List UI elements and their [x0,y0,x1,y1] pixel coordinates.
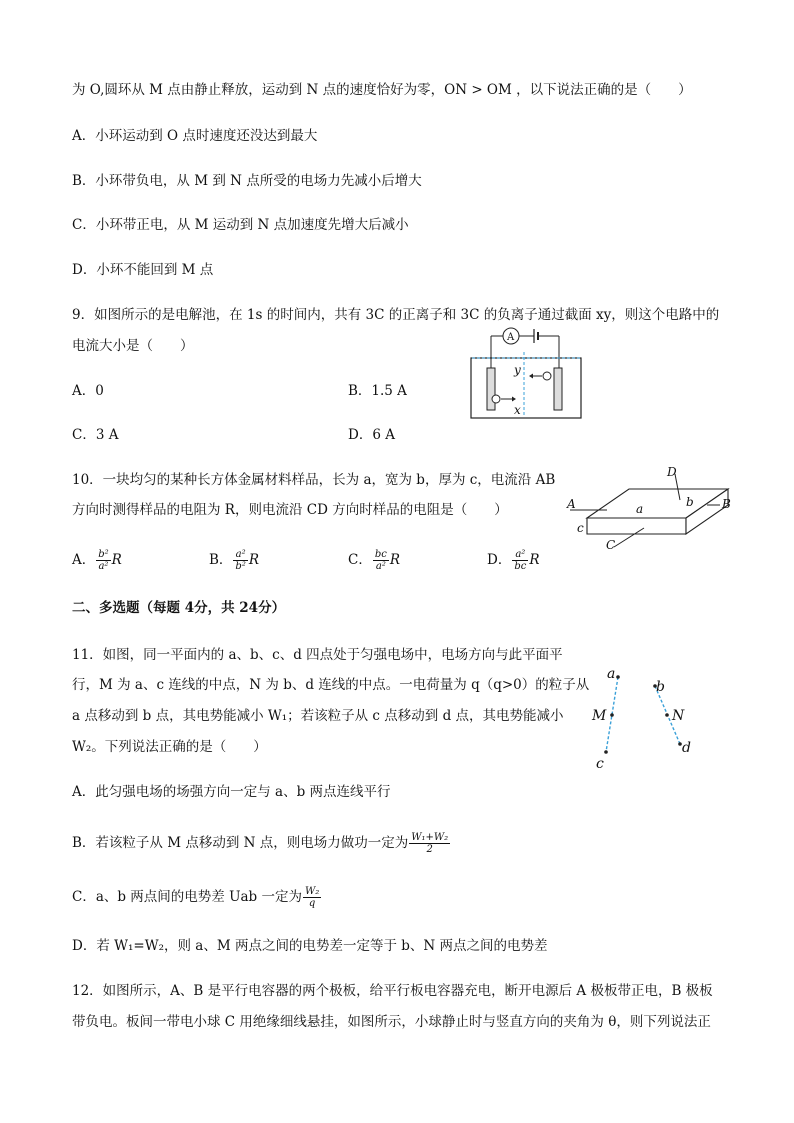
label-c: c [577,521,584,535]
left-electrode [487,368,495,410]
q11-stem-line2: 行，M 为 a、c 连线的中点，N 为 b、d 连线的中点。一电荷量为 q（q>0）的粒子从 [72,677,590,693]
q10-option-c-fraction [373,549,389,572]
q11-option-b [72,832,451,855]
right-electrode [554,368,562,410]
q10-option-b-prefix: B． [209,552,233,568]
q10-stem-line1: 10．一块均匀的某种长方体金属材料样品，长为 a，宽为 b，厚为 c，电流沿 AB [72,472,556,488]
q11-option-b-fraction [409,832,450,855]
q10-option-d [487,549,540,572]
q10-option-d-suffix: R [529,552,540,568]
label-B: B [722,497,731,511]
q10-option-b-fraction [233,549,247,572]
q10-option-c-prefix: C． [348,552,372,568]
q12-stem-line1: 12．如图所示，A、B 是平行电容器的两个极板，给平行板电容器充电，断开电源后 A 极板带正电，B 极板 [72,983,713,999]
label-C: C [606,538,616,552]
electrolytic-cell-figure [466,326,586,422]
q11-option-b-num: W₁+W₂ [411,832,449,843]
q10-option-b-num: a² [233,549,247,561]
q9-option-c: C．3 A [72,427,119,443]
q8-stem: 为 O,圆环从 M 点由静止释放，运动到 N 点的速度恰好为零，ON > OM ，以下说法正确的是（ ） [72,82,692,98]
label-a: a [636,502,644,516]
label-c-point: c [596,756,604,772]
section-title: 二、多选题（每题 4分，共 24分） [72,600,286,616]
points-figure [588,664,698,770]
q9-option-d: D．6 A [348,427,395,443]
q10-option-a-num: b² [98,549,109,560]
cuboid-figure [562,462,742,552]
q10-option-c-den: a² [375,561,386,572]
q11-stem-line3: a 点移动到 b 点，其电势能减小 W₁；若该粒子从 c 点移动到 d 点，其电势能减小 [72,708,564,724]
q11-option-c-den: q [308,898,316,909]
q11-option-c-fraction [303,886,321,909]
label-A: A [567,497,576,511]
q10-option-a-prefix: A． [72,552,96,568]
q9-stem-line2: 电流大小是（ ） [72,338,194,354]
q10-option-d-prefix: D． [487,552,512,568]
q12-stem-line2: 带负电。板间一带电小球 C 用绝缘细线悬挂，如图所示，小球静止时与竖直方向的夹角为 θ，则下列说法正 [72,1014,711,1030]
label-b-point: b [656,679,665,695]
q10-option-c-suffix: R [389,552,401,568]
q10-option-b-den: b² [235,561,246,572]
q10-option-a-suffix: R [111,552,122,568]
q8-option-c: C．小环带正电，从 M 运动到 N 点加速度先增大后减小 [72,217,409,233]
point-c [604,750,608,754]
point-N [665,713,669,717]
q10-option-d-fraction [512,549,528,572]
label-N-point: N [672,708,685,724]
label-b: b [686,495,694,509]
negative-ion-icon [543,372,551,380]
q8-option-b: B．小环带负电，从 M 到 N 点所受的电场力先减小后增大 [72,173,422,189]
q9-stem-line1: 9．如图所示的是电解池，在 1s 的时间内，共有 3C 的正离子和 3C 的负离子通过截面 xy，则这个电路中的 [72,307,720,323]
q11-option-c [72,886,322,909]
q10-option-b [209,549,259,572]
q11-option-b-den: 2 [426,844,433,855]
point-a [616,675,620,679]
q11-option-d: D．若 W₁=W₂，则 a、M 两点之间的电势差一定等于 b、N 两点之间的电势差 [72,938,548,954]
q10-option-b-suffix: R [248,552,260,568]
q10-option-d-den: bc [514,561,527,572]
q10-stem-line2: 方向时测得样品的电阻为 R，则电流沿 CD 方向时样品的电阻是（ ） [72,502,508,518]
label-a-point: a [607,666,616,682]
q9-option-a: A．0 [72,383,104,399]
label-M-point: M [592,708,607,724]
ammeter-label: A [507,332,515,343]
label-d-point: d [682,740,691,756]
q10-option-d-num: a² [512,549,528,561]
q10-option-c [348,549,400,572]
positive-ion-icon [492,395,500,403]
label-x: x [514,403,521,417]
q10-option-a-den: a² [98,561,109,572]
label-y: y [514,363,521,377]
q11-option-c-num: W₂ [304,886,320,897]
q11-option-c-text: C．a、b 两点间的电势差 Uab 一定为 [72,889,302,905]
q10-option-a-fraction [96,549,110,572]
q11-stem-line1: 11．如图，同一平面内的 a、b、c、d 四点处于匀强电场中，电场方向与此平面平 [72,647,563,663]
q11-option-b-text: B．若该粒子从 M 点移动到 N 点，则电场力做功一定为 [72,835,409,851]
q10-option-c-num: bc [374,549,387,560]
q11-stem-line4: W₂。下列说法正确的是（ ） [72,739,267,755]
cuboid-front-face [587,518,686,534]
negative-ion-arrowhead [529,374,533,379]
q11-option-a: A．此匀强电场的场强方向一定与 a、b 两点连线平行 [72,784,391,800]
label-D: D [667,465,677,479]
q9-option-b: B．1.5 A [348,383,407,399]
positive-ion-arrowhead [512,397,516,402]
q8-option-d: D．小环不能回到 M 点 [72,262,214,278]
q10-option-a [72,549,122,572]
point-M [610,713,614,717]
q8-option-a: A．小环运动到 O 点时速度还没达到最大 [72,128,318,144]
